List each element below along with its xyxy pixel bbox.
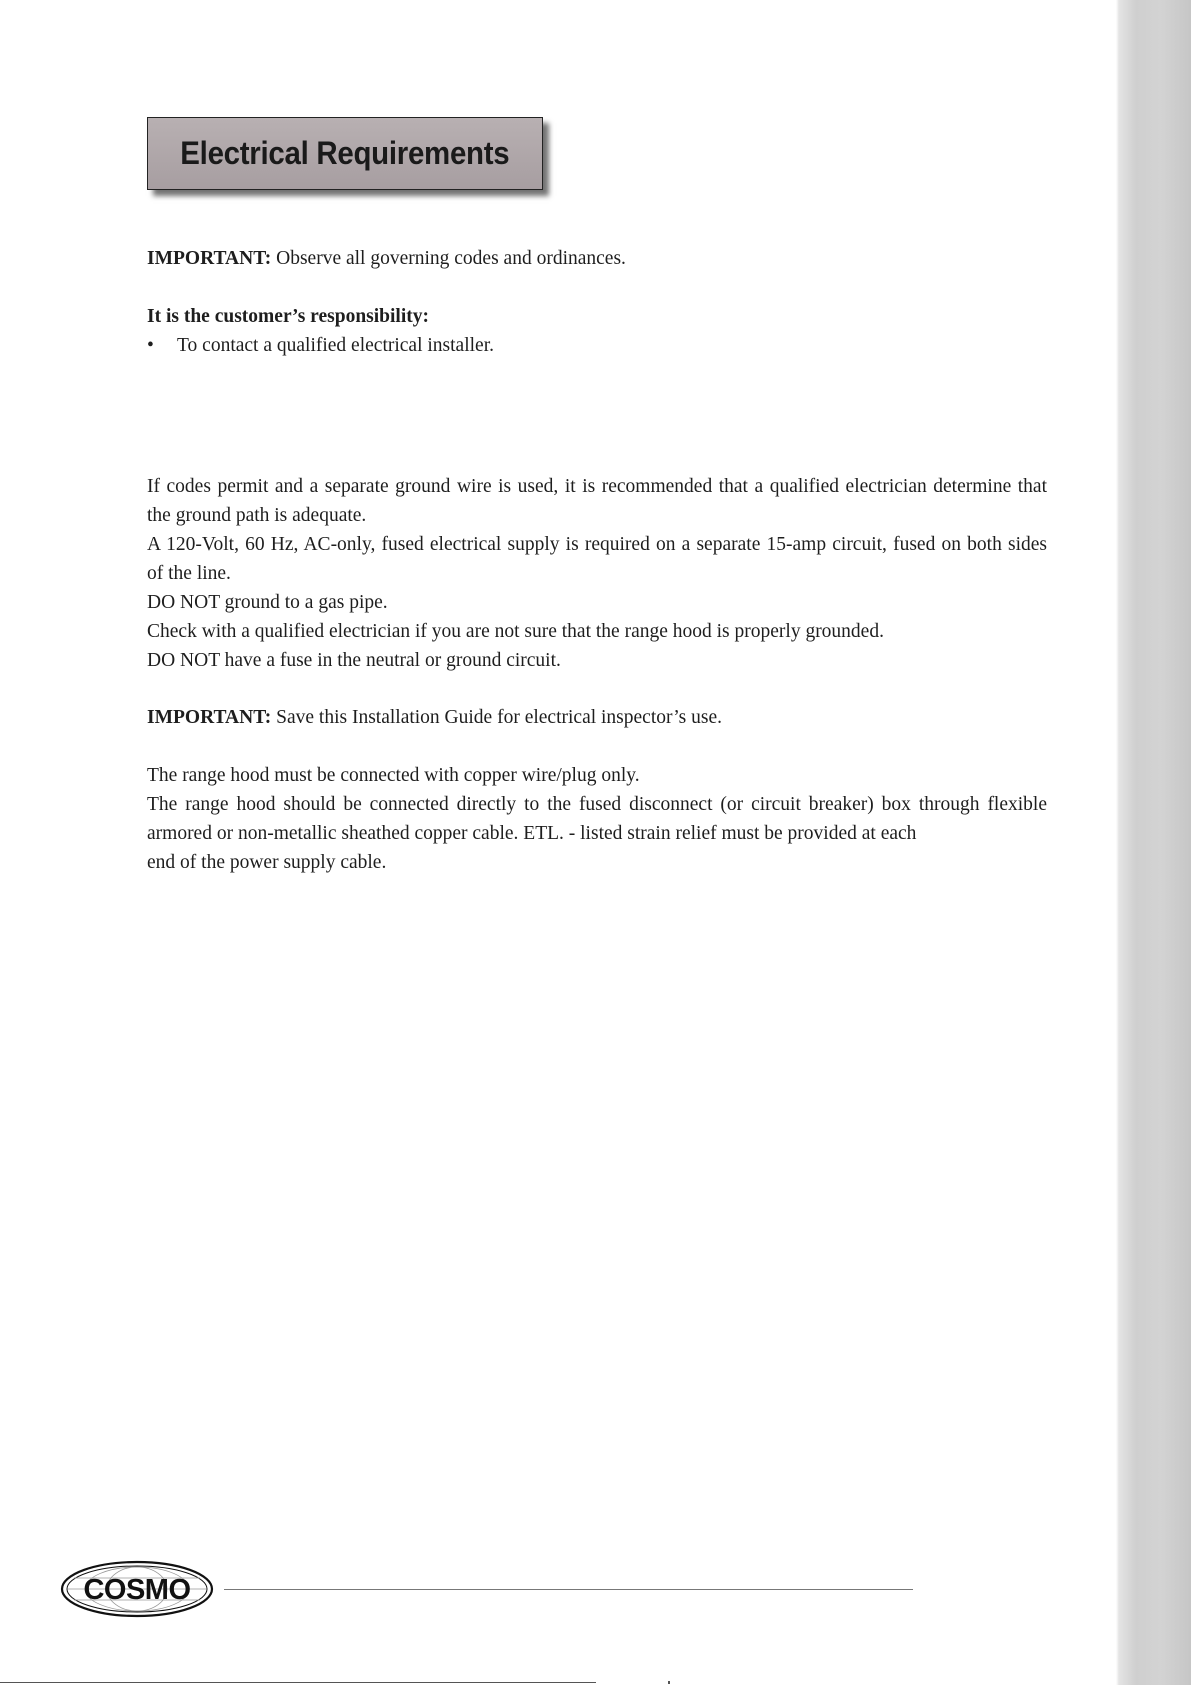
connection-line: armored or non-metallic sheathed copper cable. ETL. - listed strain relief must be provided at each bbox=[147, 823, 917, 844]
important-note-codes bbox=[147, 244, 1047, 273]
important-text: Save this Installation Guide for electrical inspector’s use. bbox=[271, 707, 722, 728]
important-note-guide bbox=[147, 703, 1047, 732]
requirement-line: the ground path is adequate. bbox=[147, 505, 367, 526]
logo-text: COSMO bbox=[83, 1574, 191, 1606]
page-bottom-edge bbox=[0, 1682, 596, 1683]
connection-paragraph bbox=[147, 761, 1047, 877]
important-label: IMPORTANT: bbox=[147, 707, 272, 728]
footer-rule bbox=[224, 1589, 913, 1590]
responsibility-item bbox=[147, 331, 1047, 360]
requirements-paragraph bbox=[147, 472, 1047, 675]
requirement-line: DO NOT ground to a gas pipe. bbox=[147, 592, 388, 613]
requirement-line: of the line. bbox=[147, 563, 231, 584]
page-bottom-tick bbox=[668, 1681, 670, 1684]
section-title: Electrical Requirements bbox=[180, 135, 510, 171]
requirement-line: Check with a qualified electrician if you are not sure that the range hood is properly grounded. bbox=[147, 621, 884, 642]
connection-line: The range hood should be connected directly to the fused disconnect (or circuit breaker) box through flexible bbox=[147, 794, 1047, 815]
connection-line: The range hood must be connected with copper wire/plug only. bbox=[147, 765, 640, 786]
connection-line: end of the power supply cable. bbox=[147, 852, 387, 873]
requirement-line: A 120-Volt, 60 Hz, AC-only, fused electrical supply is required on a separate 15-amp circuit, fused on both sides bbox=[147, 534, 1047, 555]
responsibility-section bbox=[147, 302, 1047, 360]
side-margin-strip bbox=[1116, 0, 1191, 1685]
requirement-line: DO NOT have a fuse in the neutral or ground circuit. bbox=[147, 650, 561, 671]
responsibility-item-text: To contact a qualified electrical installer. bbox=[177, 335, 494, 356]
important-label: IMPORTANT: bbox=[147, 248, 272, 269]
requirement-line: If codes permit and a separate ground wire is used, it is recommended that a qualified electrician determine that bbox=[147, 476, 1047, 497]
section-title-box bbox=[147, 117, 543, 190]
cosmo-logo bbox=[60, 1560, 214, 1618]
bullet-icon: • bbox=[147, 335, 154, 356]
important-text: Observe all governing codes and ordinances. bbox=[271, 248, 626, 269]
responsibility-heading: It is the customer’s responsibility: bbox=[147, 306, 430, 327]
